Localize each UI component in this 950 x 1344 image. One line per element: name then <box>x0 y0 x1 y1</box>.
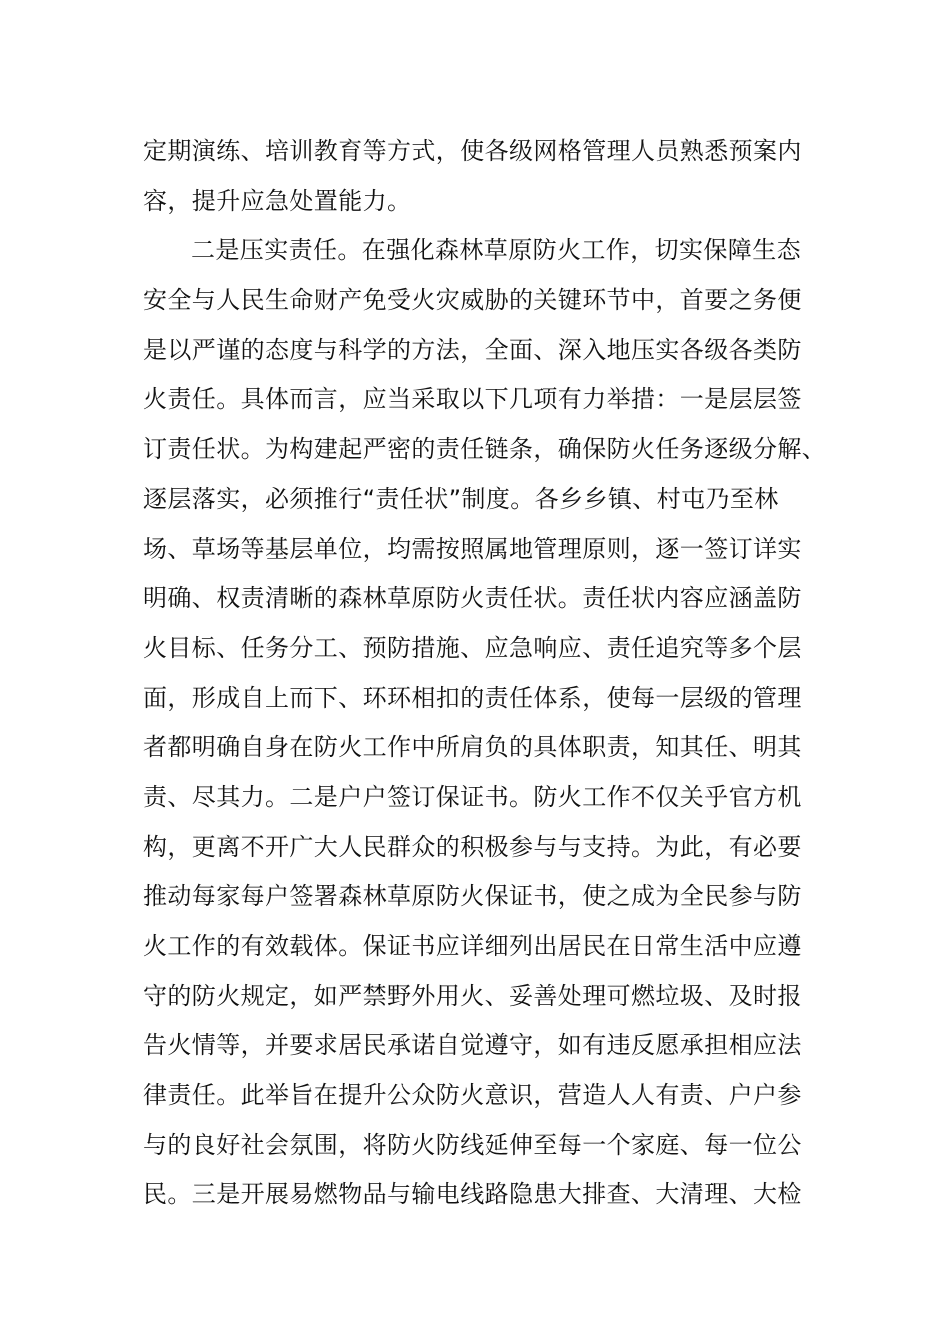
text-line: 容，提升应急处置能力。 <box>143 186 412 215</box>
text-line: 律责任。此举旨在提升公众防火意识，营造人人有责、户户参 <box>143 1081 802 1110</box>
text-line: 民。三是开展易燃物品与输电线路隐患大排查、大清理、大检 <box>143 1180 802 1209</box>
text-line: 逐层落实，必须推行“责任状”制度。各乡乡镇、村屯乃至林 <box>143 484 779 513</box>
text-line: 是以严谨的态度与科学的方法，全面、深入地压实各级各类防 <box>143 335 802 364</box>
text-line: 场、草场等基层单位，均需按照属地管理原则，逐一签订详实 <box>143 534 802 563</box>
text-line: 火目标、任务分工、预防措施、应急响应、责任追究等多个层 <box>143 633 802 662</box>
text-line: 明确、权责清晰的森林草原防火责任状。责任状内容应涵盖防 <box>143 584 802 613</box>
text-line: 订责任状。为构建起严密的责任链条，确保防火任务逐级分解、 <box>143 435 827 464</box>
text-line: 守的防火规定，如严禁野外用火、妥善处理可燃垃圾、及时报 <box>143 981 802 1010</box>
text-line: 火工作的有效载体。保证书应详细列出居民在日常生活中应遵 <box>143 932 802 960</box>
text-line: 面，形成自上而下、环环相扣的责任体系，使每一层级的管理 <box>143 683 802 712</box>
text-line: 者都明确自身在防火工作中所肩负的具体职责，知其任、明其 <box>143 733 802 762</box>
text-line: 推动每家每户签署森林草原防火保证书，使之成为全民参与防 <box>143 882 802 911</box>
text-line: 告火情等，并要求居民承诺自觉遵守，如有违反愿承担相应法 <box>143 1031 802 1060</box>
body-text <box>143 127 827 1220</box>
text-line: 定期演练、培训教育等方式，使各级网格管理人员熟悉预案内 <box>143 137 802 165</box>
text-line: 安全与人民生命财产免受火灾威胁的关键环节中，首要之务便 <box>143 286 802 315</box>
text-line: 与的良好社会氛围，将防火防线延伸至每一个家庭、每一位公 <box>143 1130 802 1159</box>
text-line: 构，更离不开广大人民群众的积极参与与支持。为此，有必要 <box>143 832 802 861</box>
text-line: 责、尽其力。二是户户签订保证书。防火工作不仅关乎官方机 <box>143 782 802 811</box>
paragraph-start-line: 二是压实责任。在强化森林草原防火工作，切实保障生态 <box>191 236 801 265</box>
text-line: 火责任。具体而言，应当采取以下几项有力举措：一是层层签 <box>143 385 802 414</box>
